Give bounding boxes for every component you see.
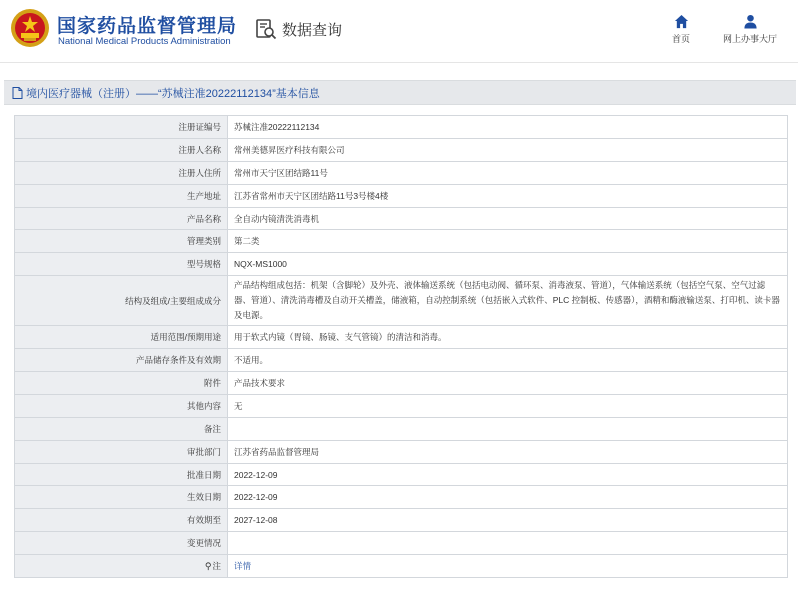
details-link[interactable]: 详情 xyxy=(234,561,252,572)
field-value xyxy=(228,555,788,578)
table-row xyxy=(15,230,788,253)
table-row xyxy=(15,326,788,349)
field-value: 2022-12-09 xyxy=(228,486,788,509)
data-query-link[interactable] xyxy=(255,18,342,40)
field-value: 江苏省药品监督管理局 xyxy=(228,440,788,463)
field-value: 产品结构组成包括：机架（含脚轮）及外壳、液体输送系统（包括电动阀、循环泵、消毒液泵、管道），气体输送系统（包括空气泵、空气过滤器、管道）、清洗消毒槽及自动开关槽盖，储液箱，自动控制系统（包括嵌入式软件、PLC 控制板、传感器），酒精和酶液输送泵、打印机、读卡器及电源。 xyxy=(228,276,788,326)
document-icon xyxy=(12,87,23,99)
table-row xyxy=(15,138,788,161)
pin-icon: ⚲ xyxy=(204,561,212,572)
header-divider xyxy=(0,62,798,63)
table-row xyxy=(15,440,788,463)
record-detail-table xyxy=(14,115,788,578)
document-search-icon xyxy=(255,18,277,40)
table-row xyxy=(15,207,788,230)
field-label: 注册证编号 xyxy=(15,116,228,139)
site-name[interactable]: 国家药品监督管理局 xyxy=(57,16,238,37)
nav-home-label: 首页 xyxy=(671,34,690,44)
field-label: 生效日期 xyxy=(15,486,228,509)
field-value xyxy=(228,417,788,440)
field-label: 型号规格 xyxy=(15,253,228,276)
table-row xyxy=(15,184,788,207)
table-row xyxy=(15,463,788,486)
home-icon xyxy=(674,14,689,29)
table-row xyxy=(15,372,788,395)
field-label: 审批部门 xyxy=(15,440,228,463)
field-label: 批准日期 xyxy=(15,463,228,486)
field-value: 第二类 xyxy=(228,230,788,253)
field-value: 无 xyxy=(228,394,788,417)
table-row xyxy=(15,555,788,578)
table-row xyxy=(15,276,788,326)
field-label: 产品名称 xyxy=(15,207,228,230)
page-title: 境内医疗器械（注册）——“苏械注准20222112134”基本信息 xyxy=(26,87,320,100)
field-value: 2022-12-09 xyxy=(228,463,788,486)
field-value: 用于软式内镜（胃镜、肠镜、支气管镜）的清洁和消毒。 xyxy=(228,326,788,349)
table-row xyxy=(15,253,788,276)
nav-home[interactable] xyxy=(651,14,711,45)
field-value: 2027-12-08 xyxy=(228,509,788,532)
nav-online-office[interactable] xyxy=(718,14,782,45)
field-label: 备注 xyxy=(15,417,228,440)
field-label: 适用范围/预期用途 xyxy=(15,326,228,349)
field-label: 结构及组成/主要组成成分 xyxy=(15,276,228,326)
table-row xyxy=(15,161,788,184)
field-value: 江苏省常州市天宁区团结路11号3号楼4楼 xyxy=(228,184,788,207)
national-emblem-logo[interactable] xyxy=(10,8,50,48)
site-header xyxy=(0,0,798,58)
field-value: 全自动内镜清洗消毒机 xyxy=(228,207,788,230)
field-value: 苏械注准20222112134 xyxy=(228,116,788,139)
note-label-cell xyxy=(15,555,228,578)
field-value xyxy=(228,532,788,555)
field-label: 注 xyxy=(212,561,221,572)
table-row xyxy=(15,417,788,440)
field-label: 变更情况 xyxy=(15,532,228,555)
field-label: 附件 xyxy=(15,372,228,395)
table-row xyxy=(15,394,788,417)
site-name-english[interactable]: National Medical Products Administration xyxy=(58,36,231,47)
field-value: 产品技术要求 xyxy=(228,372,788,395)
nav-online-office-label: 网上办事大厅 xyxy=(722,34,777,44)
field-value: 不适用。 xyxy=(228,349,788,372)
field-label: 有效期至 xyxy=(15,509,228,532)
table-row xyxy=(15,486,788,509)
field-label: 管理类别 xyxy=(15,230,228,253)
field-label: 注册人名称 xyxy=(15,138,228,161)
table-row xyxy=(15,532,788,555)
field-value: 常州市天宁区团结路11号 xyxy=(228,161,788,184)
table-row xyxy=(15,349,788,372)
data-query-label: 数据查询 xyxy=(282,21,343,39)
field-label: 生产地址 xyxy=(15,184,228,207)
field-value: NQX-MS1000 xyxy=(228,253,788,276)
page-title-bar xyxy=(4,80,796,105)
field-value: 常州美德昇医疗科技有限公司 xyxy=(228,138,788,161)
field-label: 产品储存条件及有效期 xyxy=(15,349,228,372)
table-row xyxy=(15,116,788,139)
user-icon xyxy=(743,14,758,29)
field-label: 注册人住所 xyxy=(15,161,228,184)
field-label: 其他内容 xyxy=(15,394,228,417)
table-row xyxy=(15,509,788,532)
